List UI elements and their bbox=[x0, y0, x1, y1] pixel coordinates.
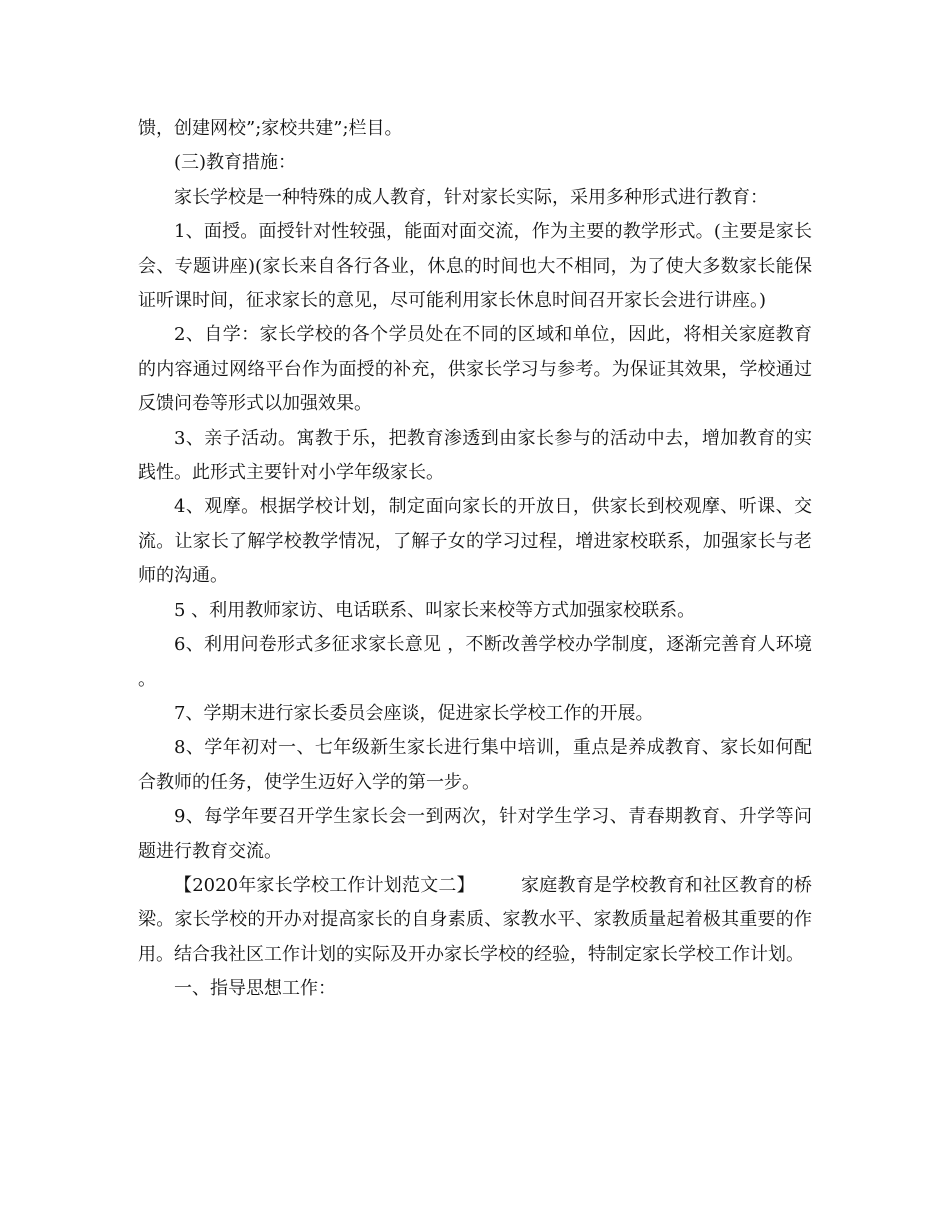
outline-heading-guiding-ideology: 一、指导思想工作： bbox=[174, 978, 336, 1000]
paragraph-item-9: 9、每学年要召开学生家长会一到两次，针对学生学习、青春期教育、升学等问题进行教育交流。 bbox=[138, 806, 812, 862]
paragraph-item-5: 5 、利用教师家访、电话联系、叫家长来校等方式加强家校联系。 bbox=[174, 599, 696, 621]
paragraph-item-4: 4、观摩。根据学校计划，制定面向家长的开放日，供家长到校观摩、听课、交流。让家长了解学校教学情况，了解子女的学习过程，增进家校联系，加强家长与老师的沟通。 bbox=[138, 496, 812, 587]
paragraph-item-6: 6、利用问卷形式多征求家长意见 ，不断改善学校办学制度，逐渐完善育人环境 。 bbox=[138, 634, 812, 690]
section-heading-education-measures: (三)教育措施： bbox=[174, 152, 297, 174]
section-two-heading: 【2020年家长学校工作计划范文二】 bbox=[174, 874, 475, 896]
section-two-body: 家庭教育是学校教育和社区教育的桥梁。家长学校的开办对提高家长的自身素质、家教水平、家教质量起着极其重要的作用。结合我社区工作计划的实际及开办家长学校的经验，特制定家长学校工作计划。 bbox=[138, 874, 813, 965]
paragraph-item-3: 3、亲子活动。寓教于乐，把教育渗透到由家长参与的活动中去，增加教育的实践性。此形式主要针对小学年级家长。 bbox=[138, 427, 812, 484]
paragraph-item-8: 8、学年初对一、七年级新生家长进行集中培训，重点是养成教育、家长如何配合教师的任务，使学生迈好入学的第一步。 bbox=[138, 737, 812, 793]
paragraph-intro: 家长学校是一种特殊的成人教育，针对家长实际，采用多种形式进行教育： bbox=[174, 186, 768, 208]
paragraph-item-1: 1、面授。面授针对性较强，能面对面交流，作为主要的教学形式。(主要是家长会、专题讲座)(家长来自各行各业，休息的时间也大不相同，为了使大多数家长能保证听课时间，征求家长的意见，尽可能利用家长休息时间召开家长会进行讲座。) bbox=[138, 221, 812, 312]
document-body bbox=[138, 112, 812, 1007]
paragraph-item-7: 7、学期末进行家长委员会座谈，促进家长学校工作的开展。 bbox=[174, 702, 654, 724]
paragraph-continuation: 馈，创建网校”;家校共建”;栏目。 bbox=[138, 118, 403, 139]
section-two-paragraph bbox=[138, 869, 812, 972]
paragraph-item-2: 2、自学：家长学校的各个学员处在不同的区域和单位，因此，将相关家庭教育的内容通过网络平台作为面授的补充，供家长学习与参考。为保证其效果，学校通过反馈问卷等形式以加强效果。 bbox=[138, 324, 812, 415]
